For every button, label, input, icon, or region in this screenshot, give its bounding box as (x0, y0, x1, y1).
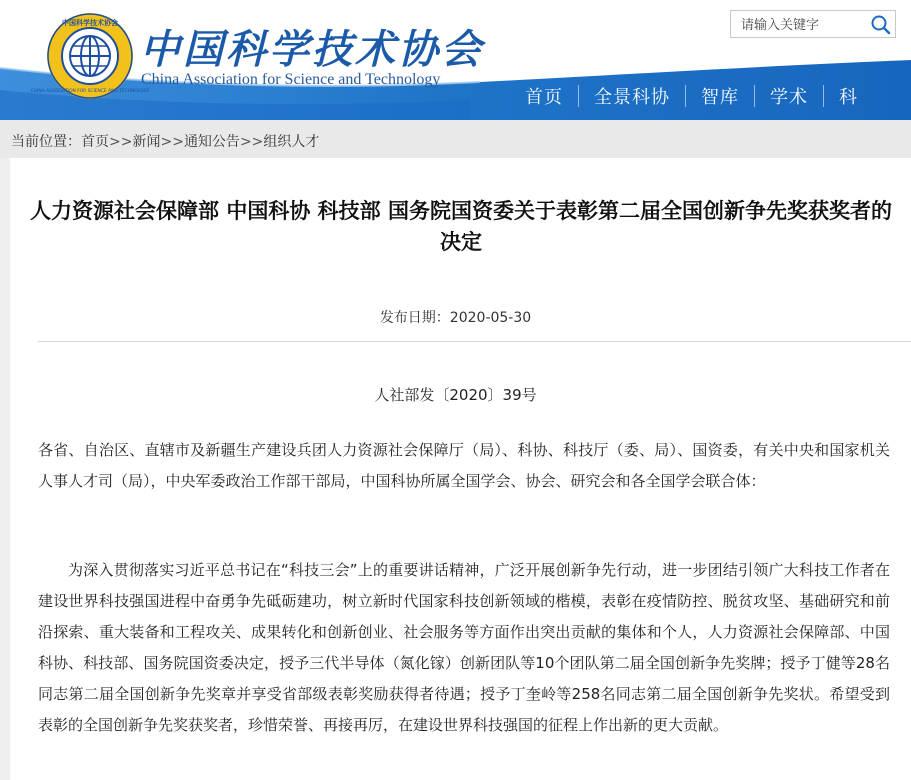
cast-emblem-icon[interactable] (30, 12, 150, 100)
document-number: 人社部发〔2020〕39号 (374, 386, 537, 404)
nav-science[interactable]: 科 (839, 87, 858, 108)
breadcrumb (11, 131, 319, 151)
title-divider (38, 341, 911, 342)
breadcrumb-talent[interactable]: 组织人才 (263, 134, 320, 150)
svg-text:中国科学技术协会: 中国科学技术协会 (62, 19, 118, 27)
org-name-en: China Association for Science and Technology (141, 71, 441, 88)
search-icon[interactable] (870, 14, 891, 35)
nav-academic[interactable]: 学术 (770, 87, 808, 108)
search-box (730, 10, 896, 38)
org-name-cn: 中国科学技术协会 (140, 26, 484, 73)
breadcrumb-separator: >> (239, 134, 264, 150)
site-header (0, 0, 911, 120)
main-nav (510, 76, 873, 116)
publish-date: 发布日期：2020-05-30 (379, 310, 532, 326)
nav-think-tank[interactable]: 智库 (701, 87, 739, 108)
svg-text:CHINA ASSOCIATION FOR SCIENCE: CHINA ASSOCIATION FOR SCIENCE AND TECHNOLOGY (30, 89, 150, 94)
breadcrumb-prefix: 当前位置： (11, 134, 81, 150)
breadcrumb-notices[interactable]: 通知公告 (183, 134, 240, 150)
search-input[interactable] (731, 11, 869, 37)
breadcrumb-separator: >> (160, 134, 184, 150)
breadcrumb-news[interactable]: 新闻 (132, 134, 161, 150)
nav-panorama[interactable]: 全景科协 (594, 87, 670, 108)
left-margin-shade (0, 158, 10, 780)
article-paragraph-body: 为深入贯彻落实习近平总书记在“科技三会”上的重要讲话精神，广泛开展创新争先行动，进一步团结引领广大科技工作者在建设世界科技强国进程中奋勇争先砥砺建功，树立新时代国家科技创新领域的楷模，表彰在疫情防控、脱贫攻坚、基础研究和前沿探索、重大装备和工程攻关、成果转化和创新创业、社会服务等方面作出突出贡献的集体和个人，人力资源社会保障部、中国科协、科技部、国务院国资委决定，授予三代半导体（氮化镓）创新团队等10个团队第二届全国创新争先奖牌；授予丁健等28名同志第二届全国创新争先奖章并享受省部级表彰奖励获得者待遇；授予丁奎岭等258名同志第二届全国创新争先奖状。希望受到表彰的全国创新争先奖获奖者，珍惜荣誉、再接再厉，在建设世界科技强国的征程上作出新的更大贡献。 (38, 561, 890, 734)
breadcrumb-bar (0, 120, 911, 158)
nav-home[interactable]: 首页 (525, 87, 563, 108)
article-paragraph-addressees: 各省、自治区、直辖市及新疆生产建设兵团人力资源社会保障厅（局）、科协、科技厅（委、局）、国资委，有关中央和国家机关人事人才司（局），中央军委政治工作部干部局，中国科协所属全国学会、协会、研究会和各全国学会联合体： (38, 441, 890, 490)
breadcrumb-separator: >> (109, 134, 133, 150)
breadcrumb-home[interactable]: 首页 (81, 134, 109, 150)
article-title: 人力资源社会保障部 中国科协 科技部 国务院国资委关于表彰第二届全国创新争先奖获奖者的决定 (30, 199, 892, 254)
